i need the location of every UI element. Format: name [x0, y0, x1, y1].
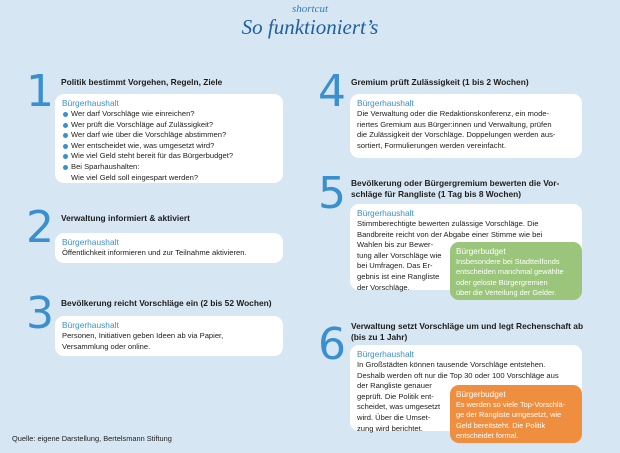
box-label: Bürgerhaushalt [357, 208, 414, 218]
box-text: Wahlen bis zur Bewer- [357, 240, 434, 250]
box-text: tung aller Vorschläge wie [357, 250, 442, 260]
callout-text: entscheiden manchmal gewählte [456, 267, 564, 277]
callout-buergerbudget [450, 385, 582, 443]
box-text: der Rangliste genauer [357, 381, 432, 391]
box-text: Versammlung oder online. [62, 341, 151, 351]
step-number: 2 [26, 202, 54, 253]
page-title: So funktioniert’s [241, 15, 379, 39]
step-title: Politik bestimmt Vorgehen, Regeln, Ziele [61, 77, 223, 87]
box-label: Bürgerhaushalt [62, 98, 119, 108]
box-text: Die Verwaltung oder die Redaktionskonferenz, ein mode- [357, 109, 550, 118]
box-text: Bandbreite reicht von der Abgabe einer Stimme wie bei [357, 229, 543, 239]
box-label: Bürgerhaushalt [357, 98, 414, 108]
step-number: 6 [318, 319, 346, 370]
step-title [351, 178, 559, 200]
list-item: Wer darf Vorschläge wie einreichen? [62, 109, 277, 120]
box-text: scheidet, was umgesetzt [357, 402, 441, 412]
step-title: Gremium prüft Zulässigkeit (1 bis 2 Wochen) [351, 77, 529, 87]
callout-buergerbudget [450, 242, 582, 300]
callout-text: über die Verteilung der Gelder. [456, 288, 557, 298]
step-title [351, 321, 583, 343]
box-text: die Zulässigkeit der Vorschläge. Doppelungen werden aus- [357, 130, 556, 140]
callout-text: Geld bereitsteht. Die Politik [456, 420, 546, 430]
step-box [350, 94, 582, 158]
step-box [55, 94, 283, 183]
step-box [55, 316, 283, 356]
callout-label: Bürgerbudget [456, 390, 506, 399]
step-number: 3 [26, 288, 54, 339]
box-text: sortiert, Formulierungen werden vereinfacht. [357, 140, 506, 150]
step-box [55, 233, 283, 263]
box-text: geprüft. Die Politik ent- [357, 391, 434, 401]
box-text: Personen, Initiativen geben Ideen ab via Papier, [62, 331, 224, 340]
box-text: In Großstädten können tausende Vorschläge entstehen. [357, 360, 546, 369]
step-title-line: Verwaltung setzt Vorschläge um und legt Rechenschaft ab [351, 321, 584, 331]
source-note: Quelle: eigene Darstellung, Bertelsmann Stiftung [12, 434, 172, 443]
step-title-line: schläge für Rangliste (1 Tag bis 8 Wochen) [351, 189, 522, 199]
bullet-continuation: Wie viel Geld soll eingespart werden? [71, 172, 199, 182]
step-title-line: (bis zu 1 Jahr) [351, 332, 408, 342]
step-title: Bevölkerung reicht Vorschläge ein (2 bis 52 Wochen) [61, 298, 272, 308]
box-text: riertes Gremium aus Bürger:innen und Verwaltung, prüfen [357, 119, 552, 129]
box-label: Bürgerhaushalt [62, 237, 119, 247]
list-item: Wer entscheidet wie, was umgesetzt wird? [62, 141, 277, 152]
box-text: Deshalb werden oft nur die Top 30 oder 100 Vorschläge aus [357, 370, 559, 380]
kicker: shortcut [291, 3, 329, 15]
step-number: 1 [26, 66, 54, 117]
box-label: Bürgerhaushalt [62, 320, 119, 330]
box-text: wird. Über die Umset- [357, 412, 431, 422]
list-item: Wie viel Geld steht bereit für das Bürgerbudget? [62, 151, 277, 162]
box-text: bei Umfragen. Das Er- [357, 261, 433, 271]
callout-text: Insbesondere bei Stadtteilfonds [456, 257, 560, 266]
list-item: Wer darf wie über die Vorschläge abstimmen? [62, 130, 277, 141]
callout-text: ge der Rangliste umgesetzt, wie [456, 410, 562, 420]
step-number: 4 [318, 66, 346, 117]
box-text: Stimmberechtigte bewerten zulässige Vorschläge. Die [357, 219, 539, 228]
callout-text: entscheidet formal. [456, 431, 519, 441]
list-item: Wer prüft die Vorschläge auf Zulässigkeit? [62, 120, 277, 131]
bullet-list [62, 109, 277, 183]
box-text: gebnis ist eine Rangliste [357, 271, 440, 281]
box-text: Öffentlichkeit informieren und zur Teilnahme aktivieren. [62, 248, 247, 257]
callout-text: oder geloste Bürgergremien [456, 277, 548, 287]
box-text: der Vorschläge. [357, 282, 410, 292]
box-label: Bürgerhaushalt [357, 349, 414, 359]
callout-text: Es werden so viele Top-Vorschlä- [456, 400, 566, 409]
box-text: zung wird berichtet. [357, 423, 423, 433]
step-number: 5 [318, 168, 346, 219]
callout-label: Bürgerbudget [456, 247, 506, 256]
step-title: Verwaltung informiert & aktiviert [61, 213, 190, 223]
list-item [62, 162, 277, 183]
bullet-text: Bei Sparhaushalten: [71, 161, 140, 171]
step-title-line: Bevölkerung oder Bürgergremium bewerten die Vor- [351, 178, 560, 188]
